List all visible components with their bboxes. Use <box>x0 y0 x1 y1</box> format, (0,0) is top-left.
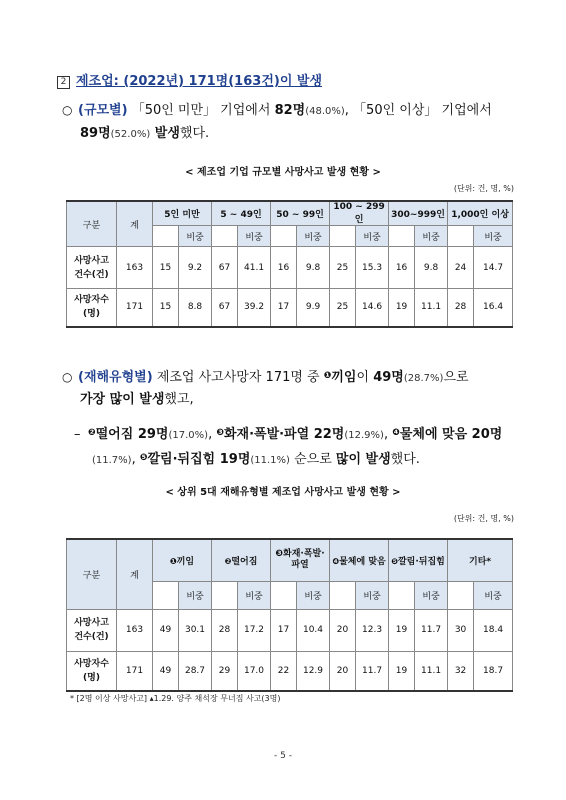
header-share: 비중 <box>415 581 448 609</box>
bullet: ○ <box>62 103 73 117</box>
cell-share: 9.8 <box>297 247 330 289</box>
header-share: 비중 <box>297 581 330 609</box>
header-count <box>330 581 356 609</box>
header-label: 구분 <box>67 539 117 609</box>
header-share: 비중 <box>474 226 513 247</box>
cell-share: 12.3 <box>356 609 389 651</box>
percent: (11.7%) <box>92 455 132 466</box>
header-count <box>389 226 415 247</box>
header-label: 구분 <box>67 201 117 247</box>
header-count <box>448 226 474 247</box>
cell-share: 39.2 <box>238 289 271 327</box>
row-total: 163 <box>117 609 153 651</box>
header-count <box>271 226 297 247</box>
header-count <box>271 581 297 609</box>
row-total: 163 <box>117 247 153 289</box>
cell-count: 20 <box>330 609 356 651</box>
header-group: 50 ~ 99인 <box>271 201 330 226</box>
header-count <box>212 226 238 247</box>
circled-number: ❹ <box>392 428 400 438</box>
text: 이 <box>356 370 374 385</box>
value: 49명 <box>373 370 404 385</box>
text: , 「50인 이상」 기업에서 <box>344 103 492 118</box>
cell-count: 19 <box>389 609 415 651</box>
header-share: 비중 <box>474 581 513 609</box>
paragraph-type <box>62 364 469 391</box>
value: 89명 <box>80 126 111 141</box>
cell-share: 16.4 <box>474 289 513 327</box>
row-label: 사망사고 건수(건) <box>67 609 117 651</box>
cell-count: 17 <box>271 289 297 327</box>
percent: (12.9%) <box>344 430 384 441</box>
cell-count: 17 <box>271 609 297 651</box>
dash: – <box>74 427 81 442</box>
header-share: 비중 <box>238 581 271 609</box>
value: 82명 <box>274 103 306 118</box>
header-group: ❷떨어짐 <box>212 539 271 581</box>
cell-share: 28.7 <box>179 651 212 691</box>
table-row <box>67 651 513 691</box>
row-total: 171 <box>117 289 153 327</box>
cell-count: 30 <box>448 609 474 651</box>
text: 순으로 <box>289 452 336 467</box>
cell-share: 14.6 <box>356 289 389 327</box>
cell-share: 14.7 <box>474 247 513 289</box>
table-row <box>67 289 513 327</box>
cell-share: 18.4 <box>474 609 513 651</box>
cell-count: 49 <box>153 609 179 651</box>
table1-caption: < 제조업 기업 규모별 사망사고 발생 현황 > <box>185 167 381 178</box>
keyword: 깔림·뒤집힘 19명 <box>147 452 251 467</box>
row-label: 사망자수(명) <box>67 289 117 327</box>
cell-share: 11.1 <box>415 651 448 691</box>
table-row <box>67 609 513 651</box>
cell-count: 25 <box>330 289 356 327</box>
circled-number: ❸ <box>216 428 224 438</box>
header-group: ❸화재·폭발· 파열 <box>271 539 330 581</box>
header-share: 비중 <box>238 226 271 247</box>
row-label: 사망자수(명) <box>67 651 117 691</box>
cell-share: 11.1 <box>415 289 448 327</box>
cell-share: 41.1 <box>238 247 271 289</box>
header-total: 계 <box>117 201 153 247</box>
cell-count: 28 <box>212 609 238 651</box>
paragraph-detail: – $^❷$떨어짐 29명(17.0%), $^❸$화재·폭발·파열 22명(12.9%), $^❹$물체에 맞음 20명 <box>74 421 502 448</box>
keyword: 물체에 맞음 20명 <box>399 427 503 442</box>
keyword: 많이 발생 <box>335 452 391 467</box>
bullet: ○ <box>62 370 73 384</box>
page-number: - 5 - <box>274 751 292 761</box>
table2-caption: < 상위 5대 재해유형별 제조업 사망사고 발생 현황 > <box>165 487 401 498</box>
cell-count: 32 <box>448 651 474 691</box>
paragraph-type-line2 <box>80 388 194 412</box>
percent: (52.0%) <box>110 129 151 140</box>
cell-count: 20 <box>330 651 356 691</box>
cell-count: 22 <box>271 651 297 691</box>
table-row <box>67 247 513 289</box>
cell-count: 15 <box>153 247 179 289</box>
keyword: 가장 많이 발생 <box>80 392 165 407</box>
percent: (28.7%) <box>403 373 444 384</box>
header-share: 비중 <box>356 226 389 247</box>
cell-share: 17.0 <box>238 651 271 691</box>
percent: (11.1%) <box>250 455 290 466</box>
text: 발생 <box>150 126 180 141</box>
paragraph-size <box>62 98 492 124</box>
cell-count: 67 <box>212 247 238 289</box>
cell-share: 15.3 <box>356 247 389 289</box>
keyword: 화재·폭발·파열 22명 <box>223 427 345 442</box>
header-group: ❺깔림·뒤집힘 <box>389 539 448 581</box>
cell-share: 17.2 <box>238 609 271 651</box>
section-number-box: 2 <box>57 76 70 89</box>
cell-share: 10.4 <box>297 609 330 651</box>
text: 제조업 사고사망자 171명 중 <box>152 370 324 385</box>
cell-share: 12.9 <box>297 651 330 691</box>
header-group: 5 ~ 49인 <box>212 201 271 226</box>
header-share: 비중 <box>179 581 212 609</box>
circled-number: ❷ <box>88 428 96 438</box>
header-total: 계 <box>117 539 153 609</box>
section-title: 제조업: (2022년) 171명(163건)이 발생 <box>76 74 323 89</box>
circled-number: ❺ <box>139 453 148 463</box>
header-share: 비중 <box>179 226 212 247</box>
cell-count: 16 <box>389 247 415 289</box>
cell-count: 16 <box>271 247 297 289</box>
percent: (48.0%) <box>305 106 345 117</box>
cell-count: 67 <box>212 289 238 327</box>
header-group: ❶끼임 <box>153 539 212 581</box>
cell-share: 18.7 <box>474 651 513 691</box>
footnote: * [2명 이상 사망사고] ▴1.29. 양주 채석장 무너짐 사고(3명) <box>70 694 281 703</box>
cell-share: 9.9 <box>297 289 330 327</box>
section-heading <box>57 70 322 89</box>
header-group: 기타* <box>448 539 513 581</box>
header-group: 100 ~ 299인 <box>330 201 389 226</box>
paragraph-detail-line2: (11.7%), $^❺$깔림·뒤집힘 19명(11.1%) 순으로 많이 발생했다. <box>92 452 420 467</box>
text: 했고, <box>164 392 194 407</box>
cell-count: 15 <box>153 289 179 327</box>
header-count <box>389 581 415 609</box>
header-group: 1,000인 이상 <box>448 201 513 226</box>
row-label: 사망사고 건수(건) <box>67 247 117 289</box>
text: 했다. <box>179 126 210 141</box>
cell-share: 8.8 <box>179 289 212 327</box>
table-by-type <box>66 538 513 692</box>
header-count <box>212 581 238 609</box>
cell-share: 9.8 <box>415 247 448 289</box>
cell-count: 28 <box>448 289 474 327</box>
cell-count: 19 <box>389 651 415 691</box>
header-group: 300~999인 <box>389 201 448 226</box>
header-share: 비중 <box>297 226 330 247</box>
header-share: 비중 <box>356 581 389 609</box>
header-count <box>153 226 179 247</box>
row-total: 171 <box>117 651 153 691</box>
keyword: 떨어짐 29명 <box>95 427 169 442</box>
cell-count: 24 <box>448 247 474 289</box>
tag-size: (규모별) <box>78 103 128 118</box>
header-count <box>330 226 356 247</box>
header-group: ❹물체에 맞음 <box>330 539 389 581</box>
table1-unit: (단위: 건, 명, %) <box>453 184 514 193</box>
header-group: 5인 미만 <box>153 201 212 226</box>
paragraph-size-line2 <box>80 122 209 147</box>
cell-count: 25 <box>330 247 356 289</box>
cell-share: 11.7 <box>356 651 389 691</box>
cell-share: 11.7 <box>415 609 448 651</box>
header-share: 비중 <box>415 226 448 247</box>
header-count <box>448 581 474 609</box>
cell-count: 29 <box>212 651 238 691</box>
text: 으로 <box>443 370 469 385</box>
percent: (17.0%) <box>168 430 209 441</box>
cell-share: 30.1 <box>179 609 212 651</box>
tag-type: (재해유형별) <box>78 370 153 385</box>
cell-count: 49 <box>153 651 179 691</box>
keyword: 끼임 <box>331 370 357 385</box>
circled-number: ❶ <box>323 371 332 381</box>
table-by-size <box>66 200 513 328</box>
text: 했다. <box>390 452 420 467</box>
header-count <box>153 581 179 609</box>
text: 「50인 미만」 기업에서 <box>131 103 275 118</box>
cell-share: 9.2 <box>179 247 212 289</box>
cell-count: 19 <box>389 289 415 327</box>
table2-unit: (단위: 건, 명, %) <box>453 514 514 523</box>
